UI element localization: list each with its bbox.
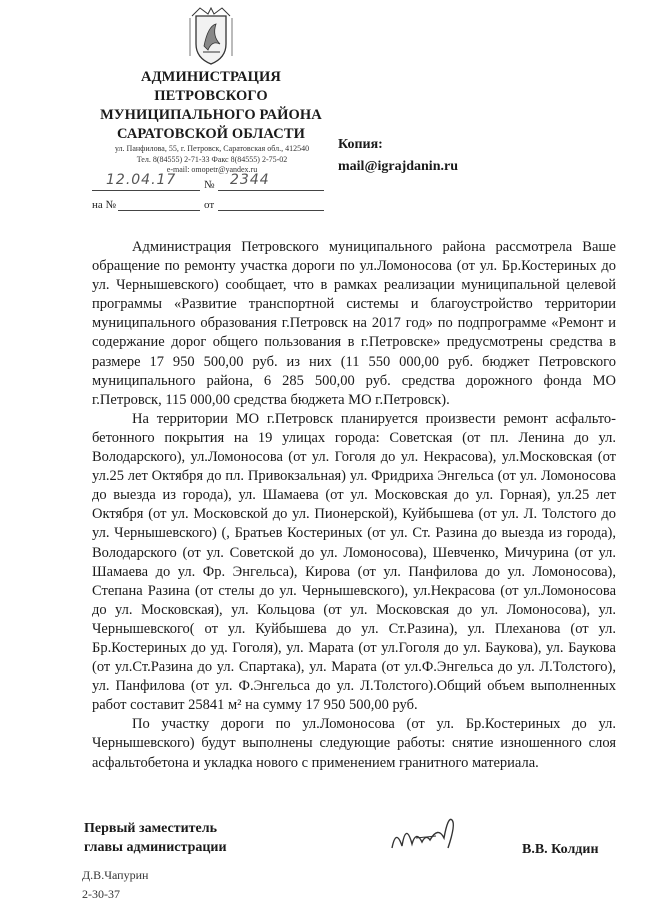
handwritten-signature — [386, 808, 466, 858]
organization-name — [88, 68, 334, 144]
copy-email: mail@igrajdanin.ru — [338, 159, 458, 174]
body-paragraph: По участку дороги по ул.Ломоносова (от ул. Бр.Костериных до ул. Чернышевского) будут выполнены следующие работы: снятие изношенного слоя асфальтобетона и укладка нового с применением гранитного материала. — [92, 716, 616, 771]
executor-info — [82, 866, 148, 904]
body-paragraph: На территории МО г.Петровск планируется произвести ремонт асфальто-бетонного покрытия на 19 улицах города: Советская (от пл. Ленина до ул. Володарского), ул.Ломоносова (от ул. Гоголя до ул. Некрасова), ул.Московская (от ул.25 лет Октября до пл. Привокзальная) ул. Фридриха Энгельса (от ул. Ломоносова до выезда из города), ул. Шамаева (от ул. Московская до ул. Горная), ул.25 лет Октября (от ул. Московской до ул. Пионерской), Куйбышева (от ул. Л. Толстого до ул. Чернышевского) (, Братьев Костериных (от ул. Ст. Разина до выезда из города), Володарского (от ул. Советской до ул. Ломоносова), Шевченко, Мичурина (от ул. Шамаева до ул. Фр. Энгельса), Кирова (от ул. Панфилова до ул. Ломоносова), Степана Разина (от стелы до ул. Чернышевского), ул.Некрасова (от ул.Ломоносова до ул. Московская), ул. Кольцова (от ул. Московская до ул. Ломоносова), ул. Чернышевского( от ул. Куйбышева до ул. Ст.Разина), ул. Плеханова (от ул. Бр.Костериных до уд. Гоголя), ул. Марата (от ул.Гоголя до ул. Баукова), ул. Баукова (от ул.Ст.Разина до ул. Спартака), ул. Марата (от ул.Ф.Энгельса до ул. Л.Толстого), ул. Панфилова (от ул. Ф.Энгельса до ул. Л.Толстого).Общий объем выполненных работ составит 25841 м² на сумму 17 950 500,00 руб. — [92, 410, 616, 714]
signatory-title-line: главы администрации — [84, 840, 227, 855]
address-line: ул. Панфилова, 55, г. Петровск, Саратовская обл., 412540 — [114, 144, 310, 153]
address-line: Тел. 8(84555) 2-71-33 Факс 8(84555) 2-75-02 — [136, 154, 288, 164]
copy-block — [338, 134, 638, 178]
org-line: ПЕТРОВСКОГО — [154, 88, 268, 104]
coat-of-arms-icon — [186, 6, 236, 66]
address-line: e-mail: omopetr@yandex.ru — [166, 165, 258, 174]
org-line: АДМИНИСТРАЦИЯ — [141, 69, 281, 85]
reference-underline — [118, 196, 200, 211]
body-paragraph: Администрация Петровского муниципального района рассмотрела Ваше обращение по ремонту участка дороги по ул.Ломоносова (от ул. Бр.Костериных до ул. Чернышевского) сообщает, что в рамках реализации муниципальной целевой программы «Развитие транспортной системы и благоустройство территории муниципального образования г.Петровск на 2017 год» по подпрограмме «Ремонт и содержание дорог общего пользования в г.Петровске» предусмотрены средства в размере 17 950 500,00 руб. из них (11 550 000,00 руб. бюджет Петровского муниципального района, 6 285 500,00 руб. средства дорожного фонда МО г.Петровск, 115 000,00 средства бюджета МО г.Петровск). — [92, 239, 616, 408]
registration-number: 2344 — [230, 172, 270, 188]
from-underline — [218, 196, 324, 211]
executor-name: Д.В.Чапурин — [82, 868, 149, 882]
registration-row — [92, 172, 324, 196]
registration-date: 12.04.17 — [106, 172, 177, 188]
org-line: САРАТОВСКОЙ ОБЛАСТИ — [116, 126, 306, 142]
signatory-name: В.В. Колдин — [522, 842, 599, 857]
executor-phone: 2-30-37 — [82, 887, 120, 901]
from-label: от — [204, 199, 215, 211]
letter-body — [92, 238, 616, 773]
org-line: МУНИЦИПАЛЬНОГО РАЙОНА — [100, 107, 322, 123]
copy-label: Копия: — [338, 137, 383, 152]
reference-row — [92, 196, 324, 216]
organization-address — [96, 144, 328, 176]
signatory-title — [84, 819, 284, 857]
signatory-title-line: Первый заместитель — [84, 821, 217, 836]
number-label: № — [204, 179, 215, 191]
reference-label: на № — [92, 199, 117, 211]
